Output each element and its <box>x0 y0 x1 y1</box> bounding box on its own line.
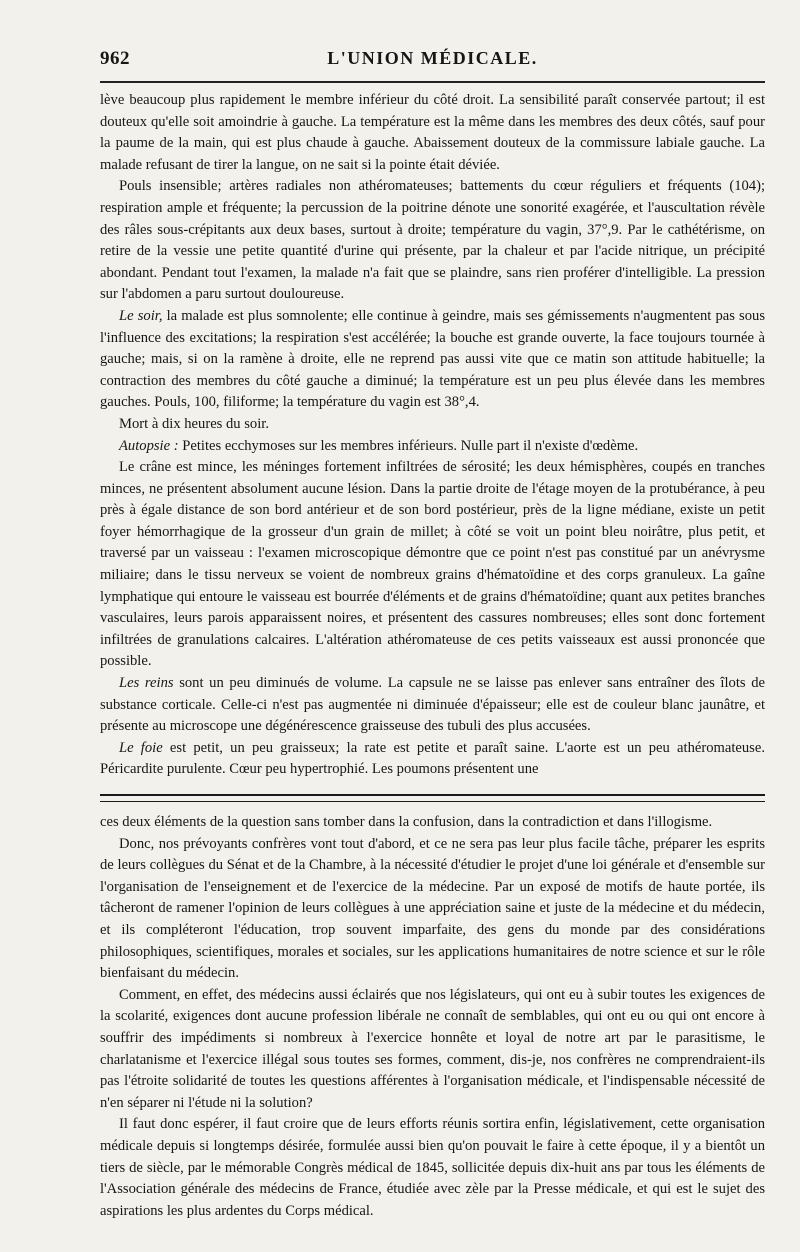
journal-title: L'UNION MÉDICALE. <box>327 48 538 68</box>
paragraph-lead: Le foie <box>119 739 163 756</box>
paragraph-text: Le crâne est mince, les méninges fortement infiltrées de sérosité; les deux hémisphères, coupés en tranches minces, ne présentent absolument aucune lésion. Dans la partie droite de l'étage moyen de la protubérance, à peu près à égale distance de son bord antérieur et de son bord postérieur, près de la ligne médiane, existe un petit foyer hémorrhagique de la grosseur d'un grain de millet; à côté se voit un point bleu noirâtre, plus petit, et traversé par un vaisseau : l'examen microscopique démontre que ce point n'est pas constitué par un anévrysme miliaire; dans le tissu nerveux se voient de nombreux grains d'hématoïdine et des corps granuleux. La gaîne lymphatique qui entoure le vaisseau est bourrée d'éléments et de grains d'hématoïdine; quant aux petites branches vasculaires, leurs parois apparaissent noires, et présentent des cassures nombreuses; elles sont donc fortement infiltrées de granulations calcaires. L'altération athéromateuse de ces petits vaisseaux est aussi prononcée que possible. <box>100 459 765 670</box>
paragraph-text: Petites ecchymoses sur les membres inférieurs. Nulle part il n'existe d'œdème. <box>182 437 639 454</box>
feuilleton-paragraph <box>100 812 765 834</box>
paragraph-text: ces deux éléments de la question sans tomber dans la confusion, dans la contradiction et dans l'illogisme. <box>100 814 713 830</box>
paragraph-text: Pouls insensible; artères radiales non athéromateuses; battements du cœur réguliers et fréquents (104); respiration ample et fréquente; la percussion de la poitrine dénote une sonorité exagérée, et l'auscultation révèle des râles sous-crépitants aux deux bases, surtout à droite; température du vagin, 37°,9. Par le cathétérisme, on retire de la vessie une petite quantité d'urine qui présente, par la chaleur et par l'acide nitrique, un précipité abondant. Pendant tout l'examen, la malade n'a fait que se plaindre, sans rien proférer d'intelligible. La pression sur l'abdomen a paru surtout douloureuse. <box>100 178 765 303</box>
feuilleton-paragraph <box>100 1114 765 1222</box>
feuilleton-separator <box>100 794 765 802</box>
paragraph-text: Comment, en effet, des médecins aussi éclairés que nos législateurs, qui ont eu à subir toutes les exigences de la scolarité, exigences dont aucune profession libérale ne connaît de semblables, qui ont eu ou qui ont encore à souffrir des impédiments si nombreux à l'exercice honnête et loyal de notre art par le parasitisme, le charlatanisme et l'exercice illégal sous toutes ses formes, comment, dis-je, nos confrères ne comprendraient-ils pas l'étroite solidarité de toutes les questions afférentes à l'organisation médicale, et l'indispensable nécessité de n'en séparer ni l'étude ni la solution? <box>100 986 765 1111</box>
page-header <box>100 48 765 78</box>
article-paragraph <box>100 176 765 306</box>
feuilleton-paragraph <box>100 985 765 1115</box>
paragraph-text: Donc, nos prévoyants confrères vont tout d'abord, et ce ne sera pas leur plus facile tâche, préparer les esprits de leurs collègues du Sénat et de la Chambre, à la nécessité d'étudier le projet d'une loi générale et d'ensemble sur l'organisation de l'enseignement et de l'exercice de la médecine. Par un exposé de motifs de haute portée, ils tâcheront de ramener l'opinion de leurs collègues à une appréciation saine et juste de la médecine et du médecin, et ils compléteront l'éducation, trop souvent imparfaite, des gens du monde par des considérations philosophiques, scientifiques, morales et sociales, sur les applications humanitaires de notre science et sur le rôle bienfaisant du médecin. <box>100 835 765 982</box>
paragraph-lead: Le soir, <box>119 307 163 324</box>
article-paragraph <box>100 306 765 414</box>
header-rule <box>100 81 765 83</box>
paragraph-text: lève beaucoup plus rapidement le membre inférieur du côté droit. La sensibilité paraît conservée partout; il est douteux qu'elle soit amoindrie à gauche. La température est la même dans les membres des deux côtés, sauf pour la paume de la main, qui est plus chaude à gauche. Abaissement douteux de la commissure labiale gauche. La malade refusant de tirer la langue, on ne sait si la pointe était déviée. <box>100 92 765 173</box>
article-paragraph <box>100 673 765 738</box>
paragraph-text: Il faut donc espérer, il faut croire que de leurs efforts réunis sortira enfin, législativement, cette organisation médicale depuis si longtemps désirée, formulée aussi bien qu'on pouvait le faire à cette époque, il y a bientôt un tiers de siècle, par le mémorable Congrès médical de 1845, sollicitée depuis dix-huit ans par tous les éléments de l'Association générale des médecins de France, étudiée avec zèle par la Presse médicale, et qui est le sujet des aspirations les plus ardentes du Corps médical. <box>100 1116 765 1219</box>
feuilleton <box>100 812 765 1222</box>
article-paragraph <box>100 414 765 436</box>
page-number: 962 <box>100 48 130 69</box>
feuilleton-paragraph <box>100 834 765 985</box>
paragraph-text: sont un peu diminués de volume. La capsule ne se laisse pas enlever sans entraîner des îlots de substance corticale. Celle-ci n'est pas augmentée ni diminuée d'épaisseur; elle est de couleur blanc jaunâtre, et présente au microscope une dégénérescence graisseuse des tubuli des plus accusées. <box>100 675 765 735</box>
paragraph-lead: Autopsie : <box>119 437 179 454</box>
paragraph-text: la malade est plus somnolente; elle continue à geindre, mais ses gémissements n'augmentent pas sous l'influence des excitations; la respiration s'est accélérée; la bouche est grande ouverte, la face toujours tournée à gauche; mais, si on la ramène à droite, elle ne reprend pas aussi vite que ce matin son attitude habituelle; la contraction des membres du côté gauche a diminué; la température est un peu plus élevée dans les membres gauches. Pouls, 100, filiforme; la température du vagin est 38°,4. <box>100 307 765 411</box>
article-paragraph <box>100 457 765 673</box>
main-article <box>100 90 765 781</box>
article-paragraph <box>100 90 765 176</box>
article-paragraph <box>100 738 765 781</box>
paragraph-text: Mort à dix heures du soir. <box>119 415 269 432</box>
article-paragraph <box>100 436 765 458</box>
paragraph-lead: Les reins <box>119 675 174 692</box>
paragraph-text: est petit, un peu graisseux; la rate est petite et paraît saine. L'aorte est un peu athéromateuse. Péricardite purulente. Cœur peu hypertrophié. Les poumons présentent une <box>100 739 765 778</box>
